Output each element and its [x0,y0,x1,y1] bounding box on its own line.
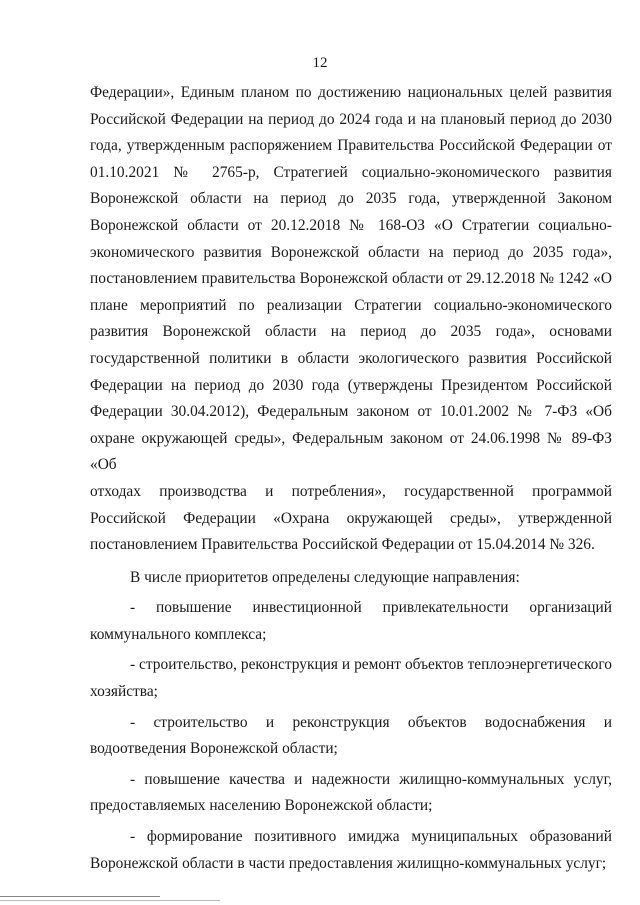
list-item-line: водоотведения Воронежской области; [90,740,338,758]
text-line: Российской Федерации «Охрана окружающей среды», утвержденной [90,509,612,527]
body-text [90,80,612,877]
text-line: отходах производства и потребления», государственной программой [90,482,612,500]
list-item-line: Воронежской области в части предоставления жилищно-коммунальных услуг; [90,854,607,872]
list-item [90,595,612,648]
list-item-line: хозяйства; [90,683,158,701]
text-line: В числе приоритетов определены следующие направления: [130,568,520,586]
text-line: постановлением Правительства Российской Федерации от 15.04.2014 № 326. [90,536,595,554]
list-item [90,652,612,705]
text-line: государственной политики в области экологического развития Российской [90,349,612,367]
text-line: развития Воронежской области на период до 2035 года», основами [90,323,612,341]
list-item [90,767,612,820]
text-line: Федерации на период до 2030 года (утверждены Президентом Российской [90,376,612,394]
text-line: постановлением правительства Воронежской области от 29.12.2018 № 1242 «О [90,270,612,288]
list-item [90,710,612,763]
text-line: Федерации 30.04.2012), Федеральным законом от 10.01.2002 № 7-ФЗ «Об [90,403,612,421]
text-line: Федерации», Единым планом по достижению национальных целей развития [90,84,612,101]
list-item-line: - повышение инвестиционной привлекательности организаций [130,599,612,617]
list-item-line: - формирование позитивного имиджа муниципальных образований [130,828,612,846]
list-item-line: - строительство и реконструкция объектов водоснабжения и [130,713,612,731]
list-item-line: предоставляемых населению Воронежской области; [90,797,433,815]
list-item [90,824,612,877]
list-item-line: коммунального комплекса; [90,625,267,643]
text-line: Воронежской области от 20.12.2018 № 168-ОЗ «О Стратегии социально- [90,216,612,234]
scan-edge-line [0,900,220,901]
page-number: 12 [312,55,328,71]
text-line: Российской Федерации на период до 2024 года и на плановый период до 2030 [90,110,612,128]
text-line: экономического развития Воронежской области на период до 2035 года», [90,243,612,261]
text-line: 01.10.2021 № 2765-р, Стратегией социально-экономического развития [90,163,612,181]
list-item-line: - строительство, реконструкция и ремонт объектов теплоэнергетического [130,656,612,674]
list-item-line: - повышение качества и надежности жилищно-коммунальных услуг, [130,770,612,788]
paragraph-legal-basis [90,80,612,559]
text-line: года, утвержденным распоряжением Правительства Российской Федерации от [90,137,612,155]
text-line: плане мероприятий по реализации Стратегии социально-экономического [90,296,612,314]
text-line: охране окружающей среды», Федеральным законом от 24.06.1998 № 89-ФЗ «Об [90,429,612,474]
paragraph-intro [90,565,612,592]
text-line: Воронежской области на период до 2035 года, утвержденной Законом [90,190,612,208]
scan-edge-line [0,896,160,897]
